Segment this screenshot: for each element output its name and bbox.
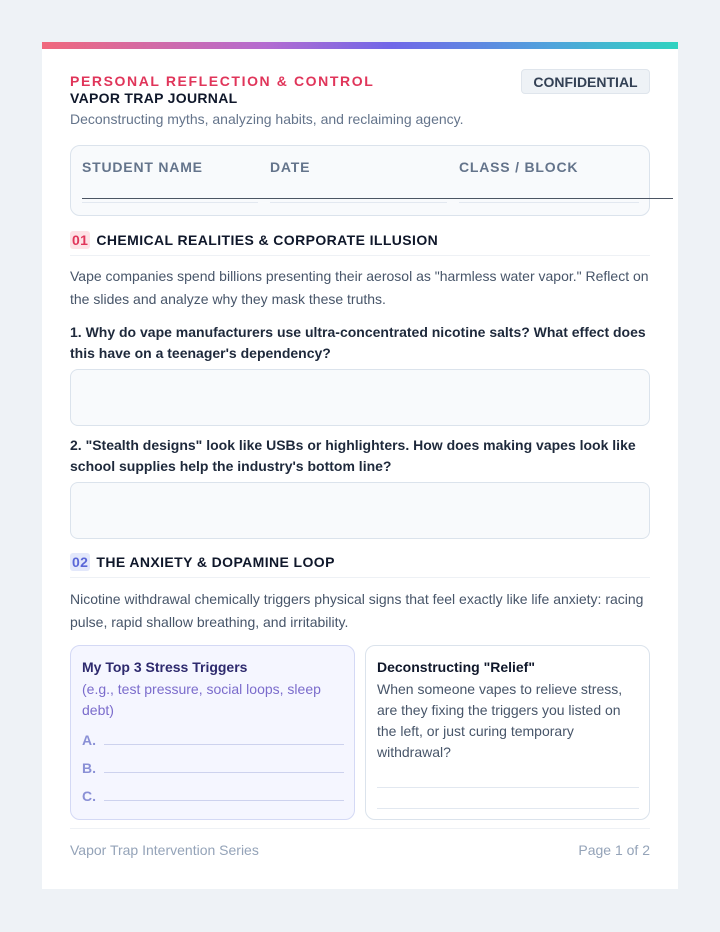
trigger-letter-b: B. — [82, 760, 96, 776]
section-1-intro: Vape companies spend billions presenting their aerosol as "harmless water vapor." Reflect on the slides and analyze why they mask these truths. — [70, 268, 649, 307]
class-block-label: CLASS / BLOCK — [459, 159, 579, 175]
date-label: DATE — [270, 159, 311, 175]
section-2-number: 02 — [72, 554, 89, 570]
question-1-answer-box[interactable] — [70, 369, 650, 426]
student-name-label: STUDENT NAME — [82, 159, 203, 175]
stress-triggers-card — [70, 645, 355, 820]
confidential-badge: CONFIDENTIAL — [521, 69, 650, 94]
gradient-top-bar — [42, 42, 678, 49]
date-field[interactable] — [270, 202, 447, 203]
info-writing-rule — [82, 198, 673, 199]
section-2-intro: Nicotine withdrawal chemically triggers physical signs that feel exactly like life anxiety: racing pulse, rapid shallow breathing, and irritability. — [70, 591, 644, 630]
stress-triggers-title: My Top 3 Stress Triggers — [82, 659, 248, 675]
trigger-letter-a: A. — [82, 732, 96, 748]
footer-series: Vapor Trap Intervention Series — [70, 842, 259, 858]
trigger-line-a[interactable] — [104, 744, 344, 745]
section-1-heading — [70, 231, 438, 249]
stress-triggers-hint: (e.g., test pressure, social loops, sleep debt) — [82, 681, 321, 718]
footer-divider — [70, 828, 650, 829]
trigger-row-c[interactable] — [82, 788, 344, 804]
relief-answer-line-2[interactable] — [377, 808, 639, 809]
relief-answer-line-1[interactable] — [377, 787, 639, 788]
page-title: VAPOR TRAP JOURNAL — [70, 90, 238, 106]
relief-title: Deconstructing "Relief" — [377, 659, 535, 675]
section-1-divider — [70, 255, 650, 256]
question-2-answer-box[interactable] — [70, 482, 650, 539]
trigger-line-c[interactable] — [104, 800, 344, 801]
relief-card — [365, 645, 650, 820]
header-kicker: PERSONAL REFLECTION & CONTROL — [70, 73, 375, 89]
section-1-title: CHEMICAL REALITIES & CORPORATE ILLUSION — [96, 232, 439, 248]
student-name-field[interactable] — [82, 202, 258, 203]
worksheet-page — [42, 42, 678, 889]
trigger-letter-c: C. — [82, 788, 96, 804]
question-1: 1. Why do vape manufacturers use ultra-concentrated nicotine salts? What effect does this have on a teenager's dependency? — [70, 324, 646, 361]
trigger-row-b[interactable] — [82, 760, 344, 776]
relief-prompt: When someone vapes to relieve stress, are they fixing the triggers you listed on the left, or just curing temporary withdrawal? — [377, 681, 623, 760]
class-block-field[interactable] — [459, 202, 639, 203]
student-info-box — [70, 145, 650, 216]
section-2-title: THE ANXIETY & DOPAMINE LOOP — [96, 554, 335, 570]
footer-page-number: Page 1 of 2 — [578, 842, 650, 858]
section-2-divider — [70, 577, 650, 578]
trigger-row-a[interactable] — [82, 732, 344, 748]
page-subtitle: Deconstructing myths, analyzing habits, and reclaiming agency. — [70, 111, 464, 127]
section-1-number: 01 — [72, 232, 89, 248]
question-2: 2. "Stealth designs" look like USBs or highlighters. How does making vapes look like school supplies help the industry's bottom line? — [70, 437, 636, 474]
trigger-line-b[interactable] — [104, 772, 344, 773]
section-2-heading — [70, 553, 335, 571]
